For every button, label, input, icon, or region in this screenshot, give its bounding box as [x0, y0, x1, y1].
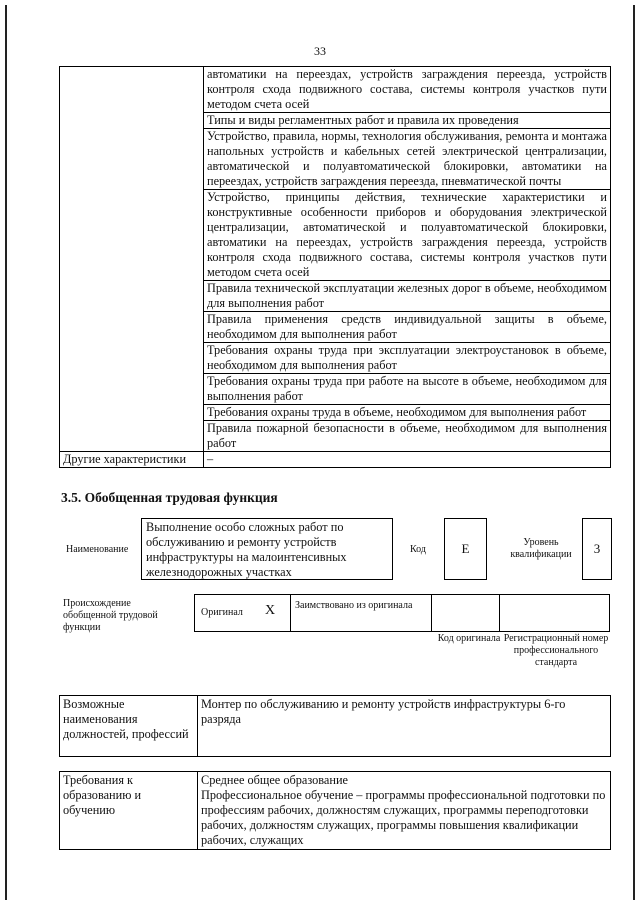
positions-table	[59, 695, 611, 757]
education-label: Требования к образованию и обучению	[60, 772, 198, 850]
education-table	[59, 771, 611, 850]
original-mark: Х	[265, 603, 276, 618]
knowledge-table	[59, 66, 611, 468]
positions-label: Возможные наименования должностей, профессий	[60, 696, 198, 757]
knowledge-item: Правила пожарной безопасности в объеме, необходимом для выполнения работ	[204, 421, 611, 452]
education-value	[198, 772, 611, 850]
code-original-caption: Код оригинала	[437, 633, 501, 644]
knowledge-item: Типы и виды регламентных работ и правила их проведения	[204, 113, 611, 129]
borrowed-cell: Заимствовано из оригинала	[291, 595, 432, 631]
knowledge-item: автоматики на переездах, устройств заграждения переезда, устройств контроля схода подвижного состава, системы контроля участков пути методом счета осей	[204, 67, 611, 113]
name-label: Наименование	[66, 544, 129, 555]
knowledge-item: Устройство, принципы действия, технические характеристики и конструктивные особенности приборов и оборудования электрической централизации, автоматической и полуавтоматической блокировки, автоматики на переездах, устройств заграждения переезда, устройств контроля схода подвижного состава, системы контроля участков пути методом счета осей	[204, 190, 611, 281]
knowledge-item: Правила применения средств индивидуальной защиты в объеме, необходимом для выполнения работ	[204, 312, 611, 343]
original-label: Оригинал	[201, 607, 243, 618]
reg-number-caption: Регистрационный номер профессионального стандарта	[503, 633, 609, 668]
level-label: Уровень квалификации	[510, 537, 572, 560]
function-code-box: Е	[444, 518, 487, 580]
knowledge-item: Устройство, правила, нормы, технология обслуживания, ремонта и монтажа напольных устройств и кабельных сетей электрической централизации, автоматической и полуавтоматической блокировки, автоматики на переездах, устройств заграждения переезда, пневматической почты	[204, 129, 611, 190]
other-characteristics-label: Другие характеристики	[60, 452, 204, 468]
qualification-level-box: 3	[582, 518, 612, 580]
section-title: 3.5. Обобщенная трудовая функция	[61, 490, 278, 505]
table-row	[60, 452, 611, 468]
code-label: Код	[410, 544, 426, 555]
education-line-general: Среднее общее образование	[201, 773, 349, 787]
knowledge-label-cell	[60, 67, 204, 452]
education-line-professional: Профессиональное обучение – программы профессиональной подготовки по профессиям рабочих, должностям служащих, программы переподготовки рабочих, должностям служащих, программы повышения квалификации рабочих, служащих	[201, 788, 606, 847]
table-row	[60, 696, 611, 757]
knowledge-item: Требования охраны труда в объеме, необходимом для выполнения работ	[204, 405, 611, 421]
origin-row	[194, 594, 610, 632]
table-row	[60, 67, 611, 113]
origin-label: Происхождение обобщенной трудовой функции	[63, 598, 158, 633]
other-characteristics-value: –	[204, 452, 611, 468]
knowledge-item: Требования охраны труда при работе на высоте в объеме, необходимом для выполнения работ	[204, 374, 611, 405]
knowledge-item: Требования охраны труда при эксплуатации электроустановок в объеме, необходимом для выполнения работ	[204, 343, 611, 374]
positions-value: Монтер по обслуживанию и ремонту устройств инфраструктуры 6-го разряда	[198, 696, 611, 757]
original-cell	[195, 595, 291, 631]
table-row	[60, 772, 611, 850]
knowledge-item: Правила технической эксплуатации железных дорог в объеме, необходимом для выполнения работ	[204, 281, 611, 312]
code-original-cell	[432, 595, 500, 631]
page-number: 33	[314, 44, 326, 58]
function-name-box: Выполнение особо сложных работ по обслуживанию и ремонту устройств инфраструктуры на малоинтенсивных железнодорожных участках	[141, 518, 393, 580]
